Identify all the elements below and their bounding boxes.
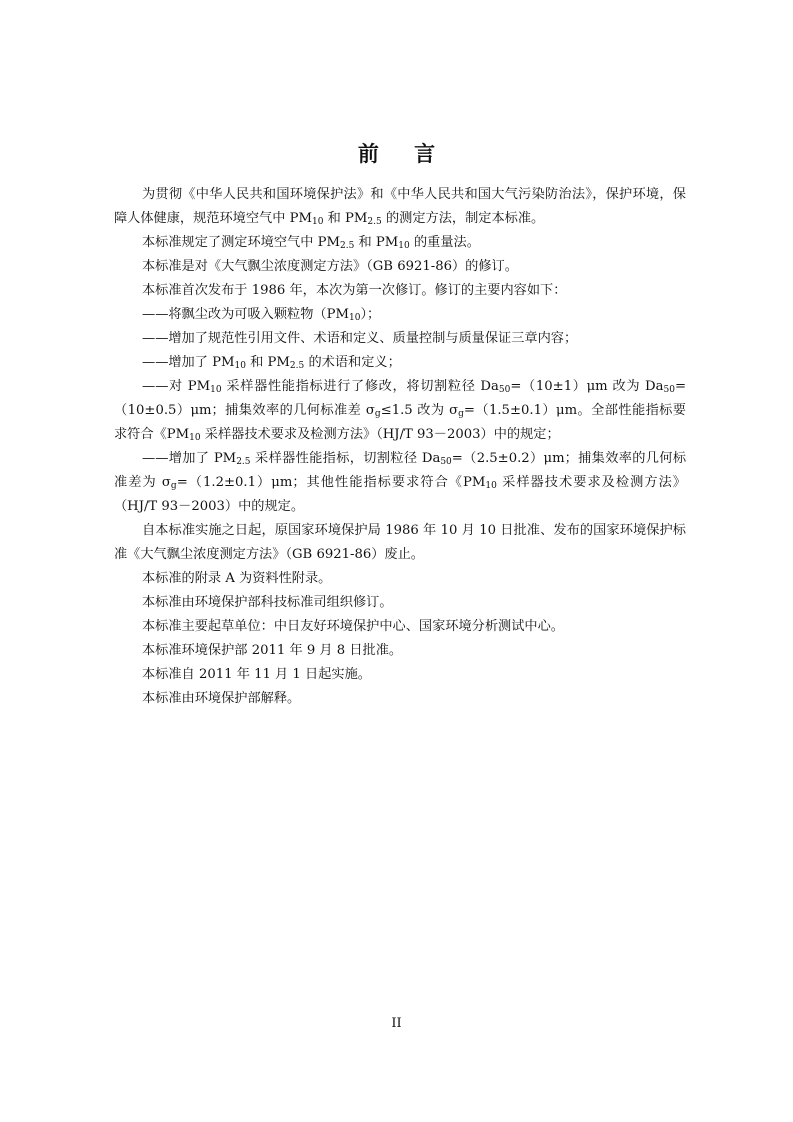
paragraph-appendix: 本标准的附录 A 为资料性附录。: [142, 571, 332, 586]
paragraph-organizer: 本标准由环境保护部科技标准司组织修订。: [142, 595, 393, 610]
list-item-change-2: ——增加了规范性引用文件、术语和定义、质量控制与质量保证三章内容；: [142, 331, 578, 346]
list-item-change-3: ——增加了 $PM_{10}$ 和 $PM_{2.5}$ 的术语和定义；: [142, 355, 401, 371]
page-title: 前 言: [357, 141, 450, 166]
document-body: [114, 183, 686, 711]
list-item-change-1: ——将飘尘改为可吸入颗粒物$(PM_{10})$；: [142, 307, 381, 323]
paragraph-revision: 本标准是对《大气飘尘浓度测定方法》（GB 6921-86）的修订。: [142, 259, 518, 274]
paragraph-approval: 本标准环境保护部 2011 年 9 月 8 日批准。: [142, 643, 403, 658]
paragraph-interpretation: 本标准由环境保护部解释。: [142, 691, 301, 706]
paragraph-purpose: 为贯彻《中华人民共和国环境保护法》和《中华人民共和国大气污染防治法》，保护环境，保障人体健康，规范环境空气中 $PM_{10}$ 和 $PM_{2.5}$ 的测定方法，制定本标准。: [114, 187, 686, 227]
list-item-change-5: ——增加了 $PM_{2.5}$ 采样器性能指标，切割粒径 $Da_{50}=(2.5\pm 0.2)\mu m$；捕集效率的几何标准差为 $\sigma_g=(1.2\pm 0.1)\mu m$；其他性能指标要求符合《$PM_{10}$ 采样器技术要求及检测方法》（HJ/T 93－2003）中的规定。: [114, 451, 687, 514]
paragraph-effective: 本标准自 2011 年 11 月 1 日起实施。: [142, 667, 371, 682]
list-item-change-4: ——对 $PM_{10}$ 采样器性能指标进行了修改，将切割粒径 $Da_{50}=(10\pm 1)\mu m$ 改为 $Da_{50}=(10\pm 0.5)\mu m$；捕集效率的几何标准差 $\sigma_g\le 1.5$ 改为 $\sigma_g=(1.5\pm 0.1)\mu m$。全部性能指标要求符合《$PM_{10}$ 采样器技术要求及检测方法》（HJ/T 93－2003）中的规定；: [114, 379, 687, 443]
paragraph-scope: 本标准规定了测定环境空气中 $PM_{2.5}$ 和 $PM_{10}$ 的重量法。: [142, 235, 480, 251]
paragraph-drafters: 本标准主要起草单位：中日友好环境保护中心、国家环境分析测试中心。: [142, 619, 564, 634]
page-number: II: [391, 1016, 402, 1031]
paragraph-abolish: 自本标准实施之日起，原国家环境保护局 1986 年 10 月 10 日批准、发布的国家环境保护标准《大气飘尘浓度测定方法》（GB 6921-86）废止。: [114, 523, 686, 562]
paragraph-history: 本标准首次发布于 1986 年，本次为第一次修订。修订的主要内容如下：: [142, 283, 567, 298]
